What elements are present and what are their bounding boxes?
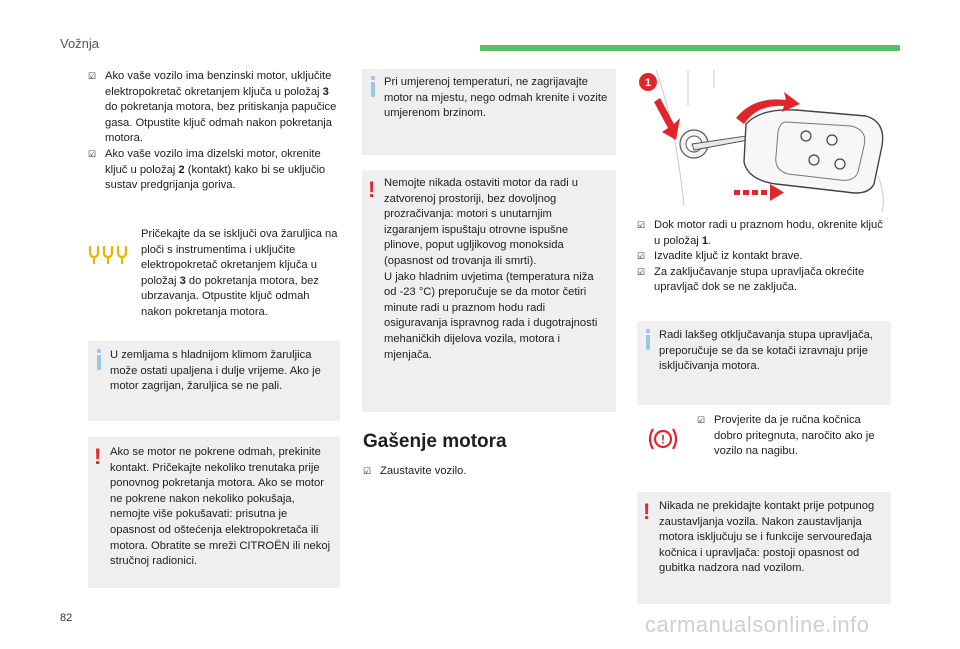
list-item: ☑ Dok motor radi u praznom hodu, okrenite ključ u položaj 1. [637, 219, 883, 247]
info-icon [97, 355, 101, 370]
info-box-steering-lock: Radi lakšeg otključavanja stupa upravljača, preporučuje se da se kotači izravnaju prije isključivanja motora. [637, 321, 891, 405]
header-accent-bar [480, 45, 900, 51]
arrow-bullet-icon: ☑ [637, 220, 646, 230]
warning-box-enclosed-space: ! Nemojte nikada ostaviti motor da radi u zatvorenoj prostoriji, bez dovoljnog prozračivanja: motori s unutarnjim izgaranjem ispuštaju otrovne ispušne plinove, poput ugljikovog monoksida (opasnost od trovanja ili smrti). U jako hladnim uvjetima (temperatura niža od -23 °C) preporučuje se da motor četiri minute radi u praznom hodu radi osiguravanja ispravnog rada i dugotrajnosti mehaničkih dijelova vozila, motora i mjenjača. [362, 170, 616, 412]
list-item: ☑ Ako vaše vozilo ima benzinski motor, uključite elektropokretač okretanjem ključa u položaj 3 do pokretanja motora, bez pritiskanja papučice gasa. Otpustite ključ odmah nakon pokretanja motora. [88, 70, 337, 145]
list-item: ☑ Izvadite ključ iz kontakt brave. [637, 249, 891, 265]
warning-icon: ! [368, 177, 376, 202]
list-item: ☑ Zaustavite vozilo. [363, 464, 613, 480]
section-title: Gašenje motora [363, 431, 507, 452]
watermark: carmanualsonline.info [645, 612, 870, 637]
info-icon [371, 82, 375, 97]
figure-callout-number: 1 [644, 77, 652, 89]
list-item: ☑ Ako vaše vozilo ima dizelski motor, okrenite ključ u položaj 2 (kontakt) kako bi se uključio sustav predgrijanja goriva. [88, 147, 326, 192]
info-icon [646, 335, 650, 350]
warning-box-ignition-off: ! Nikada ne prekidajte kontakt prije potpunog zaustavljanja vozila. Nakon zaustavljanja motora isključuju se i funkcije servouređaja kočnica i upravljača: postoji opasnost od gubitka nadzora nad vozilom. [637, 492, 891, 604]
arrow-bullet-icon: ☑ [88, 71, 97, 81]
svg-text:!: ! [661, 432, 665, 447]
info-box-moderate-temp: Pri umjerenoj temperaturi, ne zagrijavajte motor na mjestu, nego odmah krenite i vozite umjerenom brzinom. [362, 69, 616, 155]
warning-icon: ! [643, 499, 651, 524]
start-instructions-list [88, 69, 340, 194]
arrow-bullet-icon: ☑ [363, 466, 372, 476]
parking-brake-note [697, 413, 892, 460]
info-box-cold-climate: U zemljama s hladnijom klimom žaruljica može ostati upaljena i dulje vrijeme. Ako je motor zagrijan, žaruljica se ne pali. [88, 341, 340, 421]
arrow-bullet-icon: ☑ [637, 251, 646, 262]
arrow-bullet-icon: ☑ [88, 148, 97, 159]
stop-list [363, 464, 613, 480]
arrow-bullet-icon: ☑ [697, 415, 706, 425]
preheating-glow-plug-icon [88, 243, 130, 265]
switch-off-list [637, 218, 891, 296]
warning-box-failed-start: ! Ako se motor ne pokrene odmah, prekinite kontakt. Pričekajte nekoliko trenutaka prije ponovnog pokretanja motora. Ako se motor ne pokrene nakon nekoliko pokušaja, nemojte više pokušavati: prisutna je opasnost od oštećenja elektropokretača ili motora. Obratite se mreži CITROËN ili nekoj stručnoj radionici. [88, 437, 340, 588]
page-number: 82 [60, 612, 73, 624]
parking-brake-icon [646, 425, 680, 453]
warning-icon: ! [94, 444, 102, 469]
ignition-key-illustration [636, 66, 888, 214]
page-header-title: Vožnja [60, 36, 100, 51]
glow-plug-note: Pričekajte da se isključi ova žaruljica na ploči s instrumentima i uključite elektropokretač okretanjem ključa u položaj 3 do pokretanja motora, bez ubrzavanja. Otpustite ključ odmah nakon pokretanja motora. [141, 228, 338, 318]
arrow-bullet-icon: ☑ [637, 266, 646, 277]
list-item: ☑ Za zaključavanje stupa upravljača okrećite upravljač dok se ne zaključa. [637, 265, 865, 294]
list-item: ☑ Provjerite da je ručna kočnica dobro pritegnuta, naročito ako je vozilo na nagibu. [697, 414, 875, 458]
